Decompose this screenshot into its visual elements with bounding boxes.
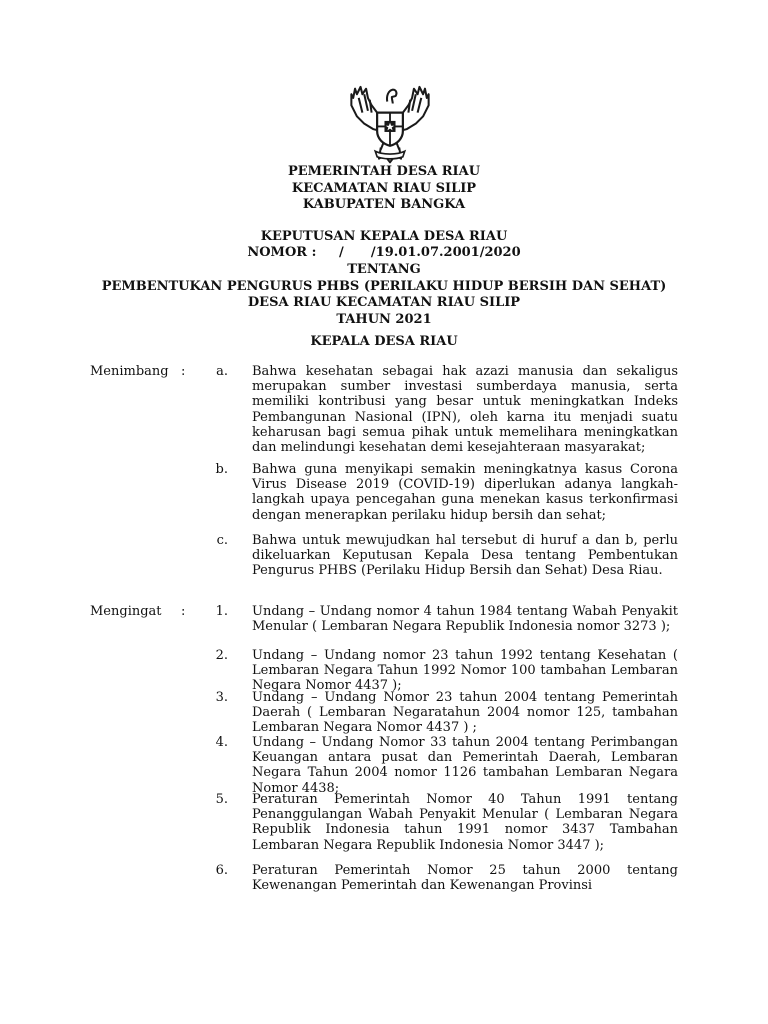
legal-basis-item: Undang – Undang nomor 4 tahun 1984 tentang Wabah Penyakit Menular ( Lembaran Negara Republik Indonesia nomor 3273 );: [252, 604, 678, 635]
list-marker: 4.: [215, 735, 228, 750]
legal-basis-item: Peraturan Pemerintah Nomor 40 Tahun 1991 tentang Penanggulangan Wabah Penyakit Menular ( Lembaran Negara Republik Indonesia tahun 1991 nomor 3437 Tambahan Lembaran Negara Republik Indonesia Nomor 3447 );: [252, 792, 678, 853]
government-line: PEMERINTAH DESA RIAU: [287, 164, 481, 179]
subject-year: TAHUN 2021: [336, 311, 432, 327]
legal-basis-item: Undang – Undang Nomor 33 tahun 2004 tentang Perimbangan Keuangan antara pusat dan Pemerintah Daerah, Lembaran Negara Tahun 2004 nomor 1126 tambahan Lembaran Negara Nomor 4438;: [252, 735, 678, 796]
list-marker: c.: [216, 533, 228, 548]
header-subject: [0, 262, 768, 328]
menimbang-colon: :: [181, 364, 186, 379]
consideration-item: Bahwa untuk mewujudkan hal tersebut di huruf a dan b, perlu dikeluarkan Keputusan Kepala Desa tentang Pembentukan Pengurus PHBS (Perilaku Hidup Bersih dan Sehat) Desa Riau.: [252, 533, 678, 579]
list-marker: 5.: [215, 792, 228, 807]
header-official: [0, 334, 768, 351]
subject-line: PEMBENTUKAN PENGURUS PHBS (PERILAKU HIDUP BERSIH DAN SEHAT): [101, 278, 667, 294]
district-line: KECAMATAN RIAU SILIP: [291, 180, 477, 196]
legal-basis-item: Peraturan Pemerintah Nomor 25 tahun 2000 tentang Kewenangan Pemerintah dan Kewenangan Provinsi: [252, 863, 678, 894]
legal-basis-item: Undang – Undang Nomor 23 tahun 2004 tentang Pemerintah Daerah ( Lembaran Negaratahun 2004 nomor 125, tambahan Lembaran Negara Nomor 4437 ) ;: [252, 690, 678, 736]
list-marker: 1.: [215, 604, 228, 619]
list-marker: 6.: [215, 863, 228, 878]
about-label: TENTANG: [347, 262, 421, 277]
mengingat-colon: :: [181, 604, 186, 619]
legal-basis-item: Undang – Undang nomor 23 tahun 1992 tentang Kesehatan ( Lembaran Negara Tahun 1992 Nomor 100 tambahan Lembaran Negara Nomor 4437 );: [252, 648, 678, 694]
menimbang-label: Menimbang: [90, 364, 169, 379]
list-marker: a.: [216, 364, 228, 379]
subject-line: DESA RIAU KECAMATAN RIAU SILIP: [247, 295, 521, 310]
consideration-item: Bahwa guna menyikapi semakin meningkatnya kasus Corona Virus Disease 2019 (COVID-19) diperlukan adanya langkah-langkah upaya pencegahan guna menekan kasus terkonfirmasi dengan menerapkan perilaku hidup bersih dan sehat;: [252, 462, 678, 523]
header-government: [0, 164, 768, 262]
decree-number: NOMOR : / /19.01.07.2001/2020: [247, 245, 521, 260]
regency-line: KABUPATEN BANGKA: [302, 197, 466, 212]
mengingat-label: Mengingat: [90, 604, 162, 619]
official-title: KEPALA DESA RIAU: [310, 334, 458, 349]
consideration-item: Bahwa kesehatan sebagai hak azazi manusia dan sekaligus merupakan sumber investasi sumberdaya manusia, serta memiliki kontribusi yang besar untuk meningkatkan Indeks Pembangunan Nasional (IPN), oleh karna itu menjadi suatu keharusan bagi semua pihak untuk memelihara meningkatkan dan melindungi kesehatan demi kesejahteraan masyarakat;: [252, 364, 678, 456]
garuda-pancasila-emblem-icon: [344, 74, 436, 166]
decree-title: KEPUTUSAN KEPALA DESA RIAU: [260, 228, 508, 244]
list-marker: b.: [215, 462, 228, 477]
list-marker: 2.: [215, 648, 228, 663]
list-marker: 3.: [215, 690, 228, 705]
